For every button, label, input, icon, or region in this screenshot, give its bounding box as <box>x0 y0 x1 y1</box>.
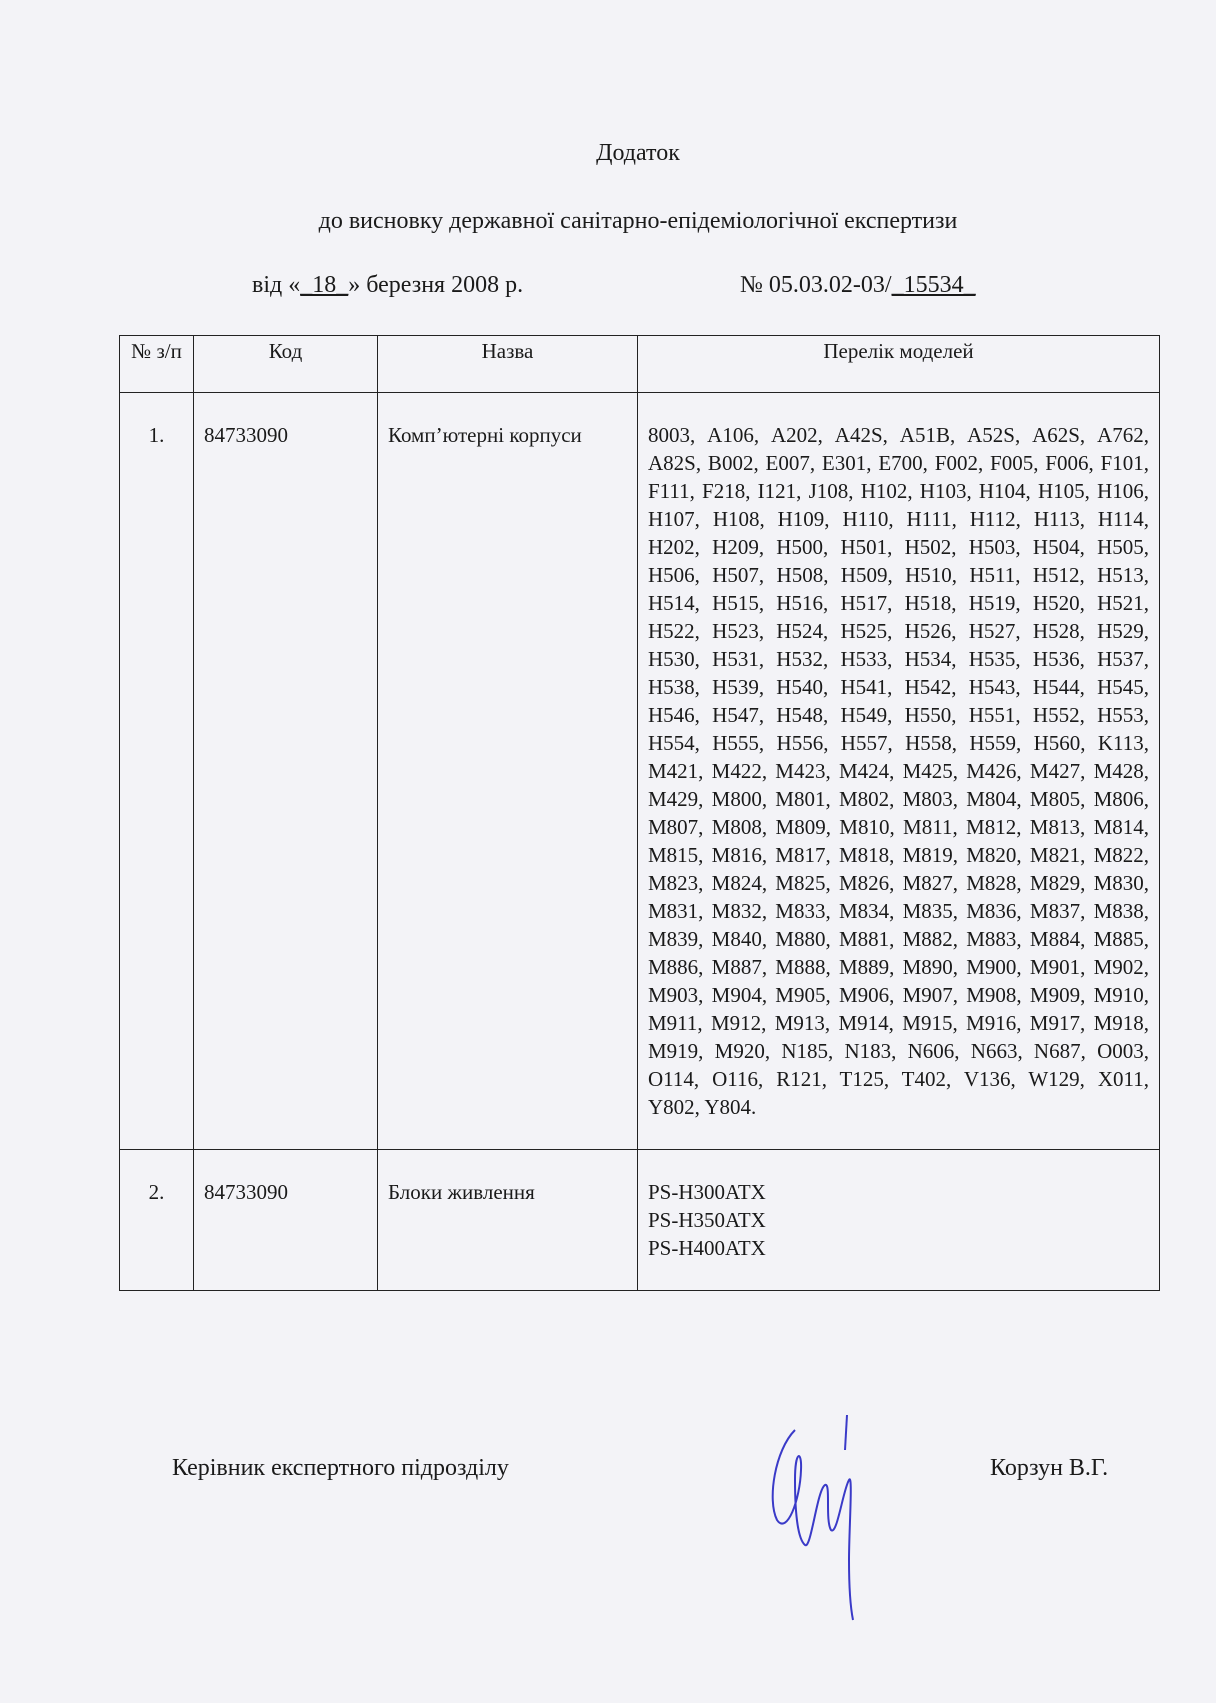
table-row <box>120 1150 1160 1291</box>
row-models: 8003, A106, A202, A42S, A51B, A52S, A62S, A762, A82S, B002, E007, E301, E700, F002, F005, F006, F101, F111, F218, I121, J108, H102, H103, H104, H105, H106, H107, H108, H109, H110, H111, H112, H113, H114, H202, H209, H500, H501, H502, H503, H504, H505, H506, H507, H508, H509, H510, H511, H512, H513, H514, H515, H516, H517, H518, H519, H520, H521, H522, H523, H524, H525, H526, H527, H528, H529, H530, H531, H532, H533, H534, H535, H536, H537, H538, H539, H540, H541, H542, H543, H544, H545, H546, H547, H548, H549, H550, H551, H552, H553, H554, H555, H556, H557, H558, H559, H560, K113, M421, M422, M423, M424, M425, M426, M427, M428, M429, M800, M801, M802, M803, M804, M805, M806, M807, M808, M809, M810, M811, M812, M813, M814, M815, M816, M817, M818, M819, M820, M821, M822, M823, M824, M825, M826, M827, M828, M829, M830, M831, M832, M833, M834, M835, M836, M837, M838, M839, M840, M880, M881, M882, M883, M884, M885, M886, M887, M888, M889, M890, M900, M901, M902, M903, M904, M905, M906, M907, M908, M909, M910, M911, M912, M913, M914, M915, M916, M917, M918, M919, M920, N185, N183, N606, N663, N687, O003, O114, O116, R121, T125, T402, V136, W129, X011, Y802, Y804. <box>638 393 1160 1150</box>
number-value: _15534_ <box>891 272 976 298</box>
model-item: PS-H300ATX <box>648 1180 766 1204</box>
date-day: _18_ <box>300 272 349 298</box>
table-header-row <box>120 336 1160 393</box>
row-name: Комп’ютерні корпуси <box>378 393 638 1150</box>
row-models <box>638 1150 1160 1291</box>
table-row <box>120 393 1160 1150</box>
row-name: Блоки живлення <box>378 1150 638 1291</box>
document-subtitle: до висновку державної санітарно-епідеміологічної експертизи <box>318 208 958 234</box>
model-item: PS-H400ATX <box>648 1236 766 1260</box>
column-header-models: Перелік моделей <box>638 336 1160 393</box>
row-number: 2. <box>120 1150 194 1291</box>
column-header-name: Назва <box>378 336 638 393</box>
document-number-line <box>740 272 976 299</box>
document-title: Додаток <box>596 140 680 166</box>
row-number: 1. <box>120 393 194 1150</box>
signer-role: Керівник експертного підрозділу <box>172 1455 509 1481</box>
column-header-code: Код <box>194 336 378 393</box>
column-header-number: № з/п <box>120 336 194 393</box>
models-table <box>119 335 1160 1291</box>
model-item: PS-H350ATX <box>648 1208 766 1232</box>
date-line <box>252 272 523 299</box>
signature-icon <box>765 1410 875 1630</box>
date-suffix: » березня 2008 р. <box>348 272 524 298</box>
row-code: 84733090 <box>194 393 378 1150</box>
row-code: 84733090 <box>194 1150 378 1291</box>
date-prefix: від « <box>252 272 301 298</box>
number-prefix: № 05.03.02-03/ <box>740 272 892 298</box>
signer-name: Корзун В.Г. <box>990 1455 1109 1481</box>
